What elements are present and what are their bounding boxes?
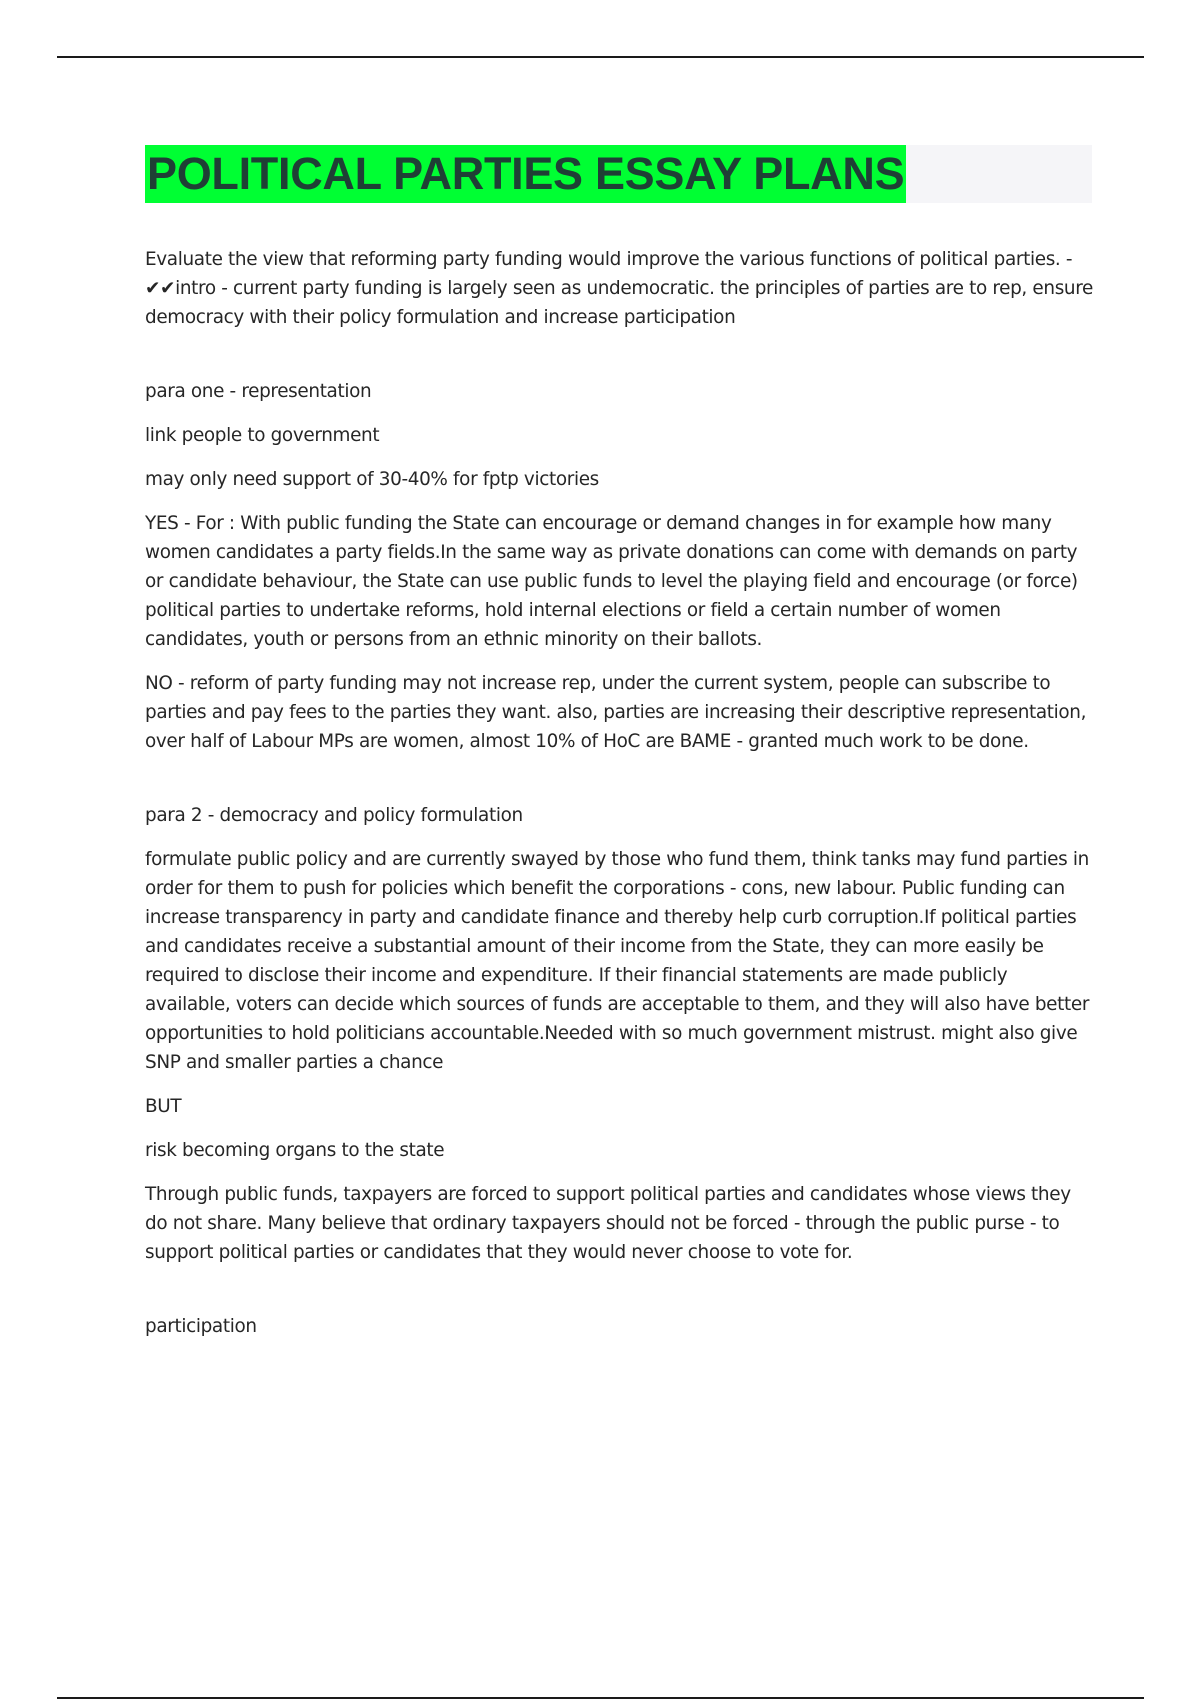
para-two-argument: formulate public policy and are currently swayed by those who fund them, think tanks may fund parties in order for them to push for policies which benefit the corporations - cons, new labour. Public funding can increase transparency in party and candidate finance and thereby help curb corruption.If political parties and candidates receive a substantial amount of their income from the State, they can more easily be required to disclose their income and expenditure. If their financial statements are made publicly available, voters can decide which sources of funds are acceptable to them, and they will also have better opportunities to hold politicians accountable.Needed with so much government mistrust. might also give SNP and smaller parties a chance (145, 849, 1090, 1073)
para-two-but: BUT (145, 1096, 182, 1117)
para-one-heading: para one - representation (145, 381, 372, 402)
participation-heading: participation (145, 1316, 257, 1337)
para-two-heading: para 2 - democracy and policy formulation (145, 805, 523, 826)
page-top-rule (57, 56, 1144, 58)
page-title: POLITICAL PARTIES ESSAY PLANS (145, 145, 906, 203)
essay-intro: Evaluate the view that reforming party funding would improve the various functions of political parties. - ✔✔intro - current party funding is largely seen as undemocratic. the principles of parties are to rep, ensure democracy with their policy formulation and increase participation (145, 249, 1094, 328)
para-one-point-link: link people to government (145, 425, 380, 446)
para-two-risk: risk becoming organs to the state (145, 1140, 445, 1161)
para-one-no-argument: NO - reform of party funding may not increase rep, under the current system, people can subscribe to parties and pay fees to the parties they want. also, parties are increasing their descriptive representation, over half of Labour MPs are women, almost 10% of HoC are BAME - granted much work to be done. (145, 673, 1087, 752)
para-one-point-fptp: may only need support of 30-40% for fptp victories (145, 469, 599, 490)
para-one-yes-argument: YES - For : With public funding the State can encourage or demand changes in for example how many women candidates a party fields.In the same way as private donations can come with demands on party or candidate behaviour, the State can use public funds to level the playing field and encourage (or force) political parties to undertake reforms, hold internal elections or field a certain number of women candidates, youth or persons from an ethnic minority on their ballots. (145, 513, 1078, 650)
essay-body (145, 245, 1093, 1356)
page-bottom-rule (57, 1697, 1144, 1699)
para-two-counter-argument: Through public funds, taxpayers are forced to support political parties and candidates whose views they do not share. Many believe that ordinary taxpayers should not be forced - through the public purse - to support political parties or candidates that they would never choose to vote for. (145, 1184, 1071, 1263)
